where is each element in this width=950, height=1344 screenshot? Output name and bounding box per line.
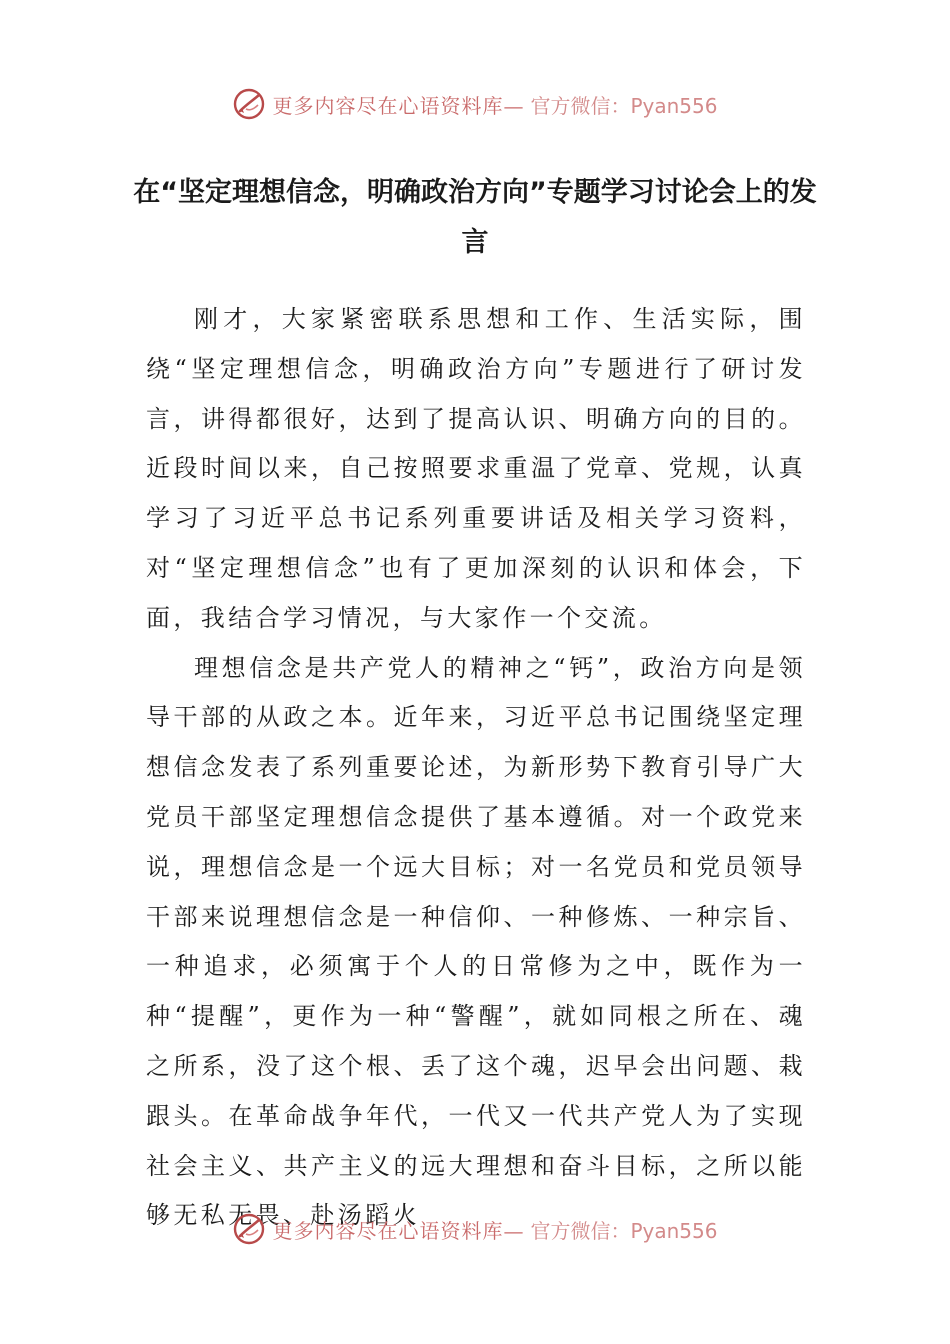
watermark-contact-text: 官方微信：Pyan556	[530, 93, 718, 118]
document-body	[146, 295, 806, 1241]
footer-watermark-banner	[0, 1209, 950, 1249]
pen-logo-icon	[232, 1212, 266, 1246]
pen-logo-icon	[232, 87, 266, 121]
watermark-contact-text: 官方微信：Pyan556	[530, 1218, 718, 1243]
header-watermark-banner	[0, 84, 950, 124]
body-paragraph-1: 刚才，大家紧密联系思想和工作、生活实际，围绕“坚定理想信念，明确政治方向”专题进行了研讨发言，讲得都很好，达到了提高认识、明确方向的目的。近段时间以来，自己按照要求重温了党章、党规，认真学习了习近平总书记系列重要讲话及相关学习资料，对“坚定理想信念”也有了更加深刻的认识和体会，下面，我结合学习情况，与大家作一个交流。	[146, 305, 806, 632]
document-title: 在“坚定理想信念，明确政治方向”专题学习讨论会上的发言	[133, 177, 817, 258]
body-paragraph-2: 理想信念是共产党人的精神之“钙”，政治方向是领导干部的从政之本。近年来，习近平总书记围绕坚定理想信念发表了系列重要论述，为新形势下教育引导广大党员干部坚定理想信念提供了基本遵循。对一个政党来说，理想信念是一个远大目标；对一名党员和党员领导干部来说理想信念是一种信仰、一种修炼、一种宗旨、一种追求，必须寓于个人的日常修为之中，既作为一种“提醒”，更作为一种“警醒”，就如同根之所在、魂之所系，没了这个根、丢了这个魂，迟早会出问题、栽跟头。在革命战争年代，一代又一代共产党人为了实现社会主义、共产主义的远大理想和奋斗目标，之所以能够无私无畏、赴汤蹈火	[146, 653, 806, 1230]
watermark-promo-text: 更多内容尽在心语资料库—	[272, 93, 525, 118]
watermark-promo-text: 更多内容尽在心语资料库—	[272, 1218, 525, 1243]
